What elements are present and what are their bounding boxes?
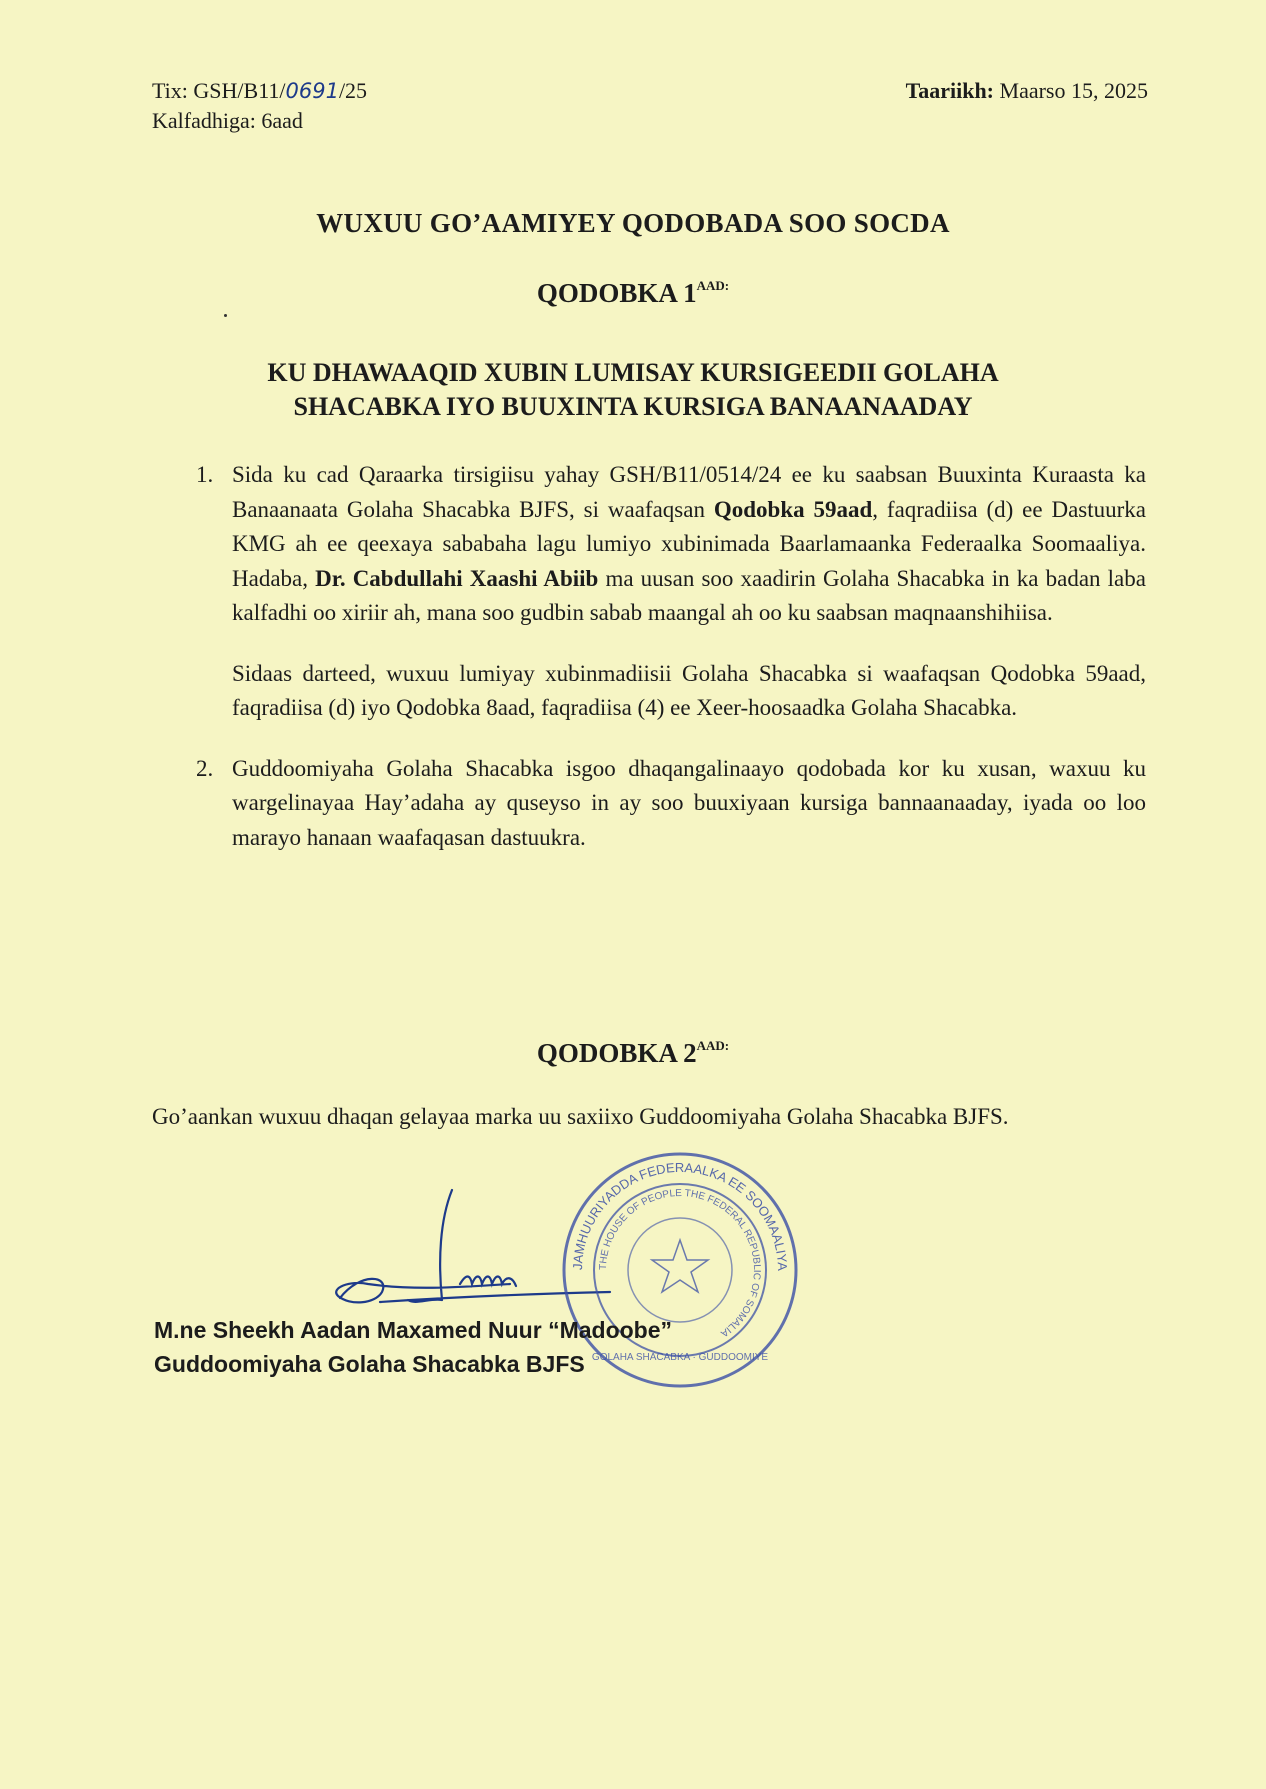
- list-item: [196, 458, 1146, 631]
- article-1-subtitle: KU DHAWAAQID XUBIN LUMISAY KURSIGEEDII GOLAHA SHACABKA IYO BUUXINTA KURSIGA BANAANAADAY: [267, 358, 999, 421]
- item-paragraph: Sida ku cad Qaraarka tirsigiisu yahay GSH/B11/0514/24 ee ku saabsan Buuxinta Kuraasta ka Banaanaata Golaha Shacabka BJFS, si waafaqsan Qodobka 59aad, faqradiisa (d) ee Dastuurka KMG ah ee qeexaya sababaha lagu lumiyo xubinimada Baarlamaanka Federaalka Soomaaliya. Hadaba, Dr. Cabdullahi Xaashi Abiib ma uusan soo xaadirin Golaha Shacabka in ka badan laba kalfadhi oo xiriir ah, mana soo gudbin sabab maangal ah oo ku saabsan maqnaanshihiisa.: [232, 462, 1147, 625]
- decision-list: [196, 458, 1146, 855]
- handwritten-reference: 0691: [285, 79, 339, 103]
- decision-title: WUXUU GO’AAMIYEY QODOBADA SOO SOCDA: [316, 208, 950, 238]
- article-2-heading: QODOBKA $2^{AAD:}$: [536, 1038, 730, 1068]
- signatory-title: Guddoomiyaha Golaha Shacabka BJFS: [154, 1351, 585, 1377]
- closing-paragraph: Go’aankan wuxuu dhaqan gelayaa marka uu saxiixo Guddoomiyaha Golaha Shacabka BJFS.: [152, 1104, 1009, 1129]
- svg-text:THE HOUSE OF PEOPLE THE FEDERA: THE HOUSE OF PEOPLE THE FEDERAL REPUBLIC OF SOMALIA: [597, 1187, 763, 1339]
- date-label: Taariikh:: [905, 78, 995, 103]
- item-paragraph: Guddoomiyaha Golaha Shacabka isgoo dhaqangalinaayo qodobada kor ku xusan, waxuu ku wargelinayaa Hay’adaha ay quseyso in ay soo buuxiyaan kursiga bannaanaaday, iyada oo loo marayo hanaan waafaqasan dastuukra.: [232, 755, 1146, 850]
- item-number: 2.: [196, 755, 214, 781]
- reference-number: Tix: GSH/B11/0691/25: [152, 78, 368, 103]
- item-number: 1.: [196, 462, 214, 487]
- signatory-block: [154, 1313, 672, 1381]
- reference-block: [152, 76, 367, 136]
- article-1-heading: QODOBKA $1^{AAD:}$: [536, 278, 730, 308]
- svg-text:JAMHUURIYADDA FEDERAALKA EE SO: JAMHUURIYADDA FEDERAALKA EE SOOMAALIYA: [569, 1159, 791, 1271]
- signatory-name: M.ne Sheekh Aadan Maxamed Nuur “Madoobe”: [154, 1317, 673, 1343]
- item-continuation: Sidaas darteed, wuxuu lumiyay xubinmadiisii Golaha Shacabka si waafaqsan Qodobka 59aad, faqradiisa (d) iyo Qodobka 8aad, faqradiisa (4) ee Xeer-hoosaadka Golaha Shacabka.: [232, 660, 1146, 720]
- date-value: Maarso 15, 2025: [999, 78, 1148, 103]
- list-item: [196, 752, 1146, 856]
- date-block: [906, 76, 1148, 106]
- scan-speck: [224, 314, 227, 317]
- session-label: Kalfadhiga: 6aad: [152, 108, 303, 133]
- svg-text:GOLAHA SHACABKA · GUDDOOMIYE: GOLAHA SHACABKA · GUDDOOMIYE: [591, 1352, 769, 1363]
